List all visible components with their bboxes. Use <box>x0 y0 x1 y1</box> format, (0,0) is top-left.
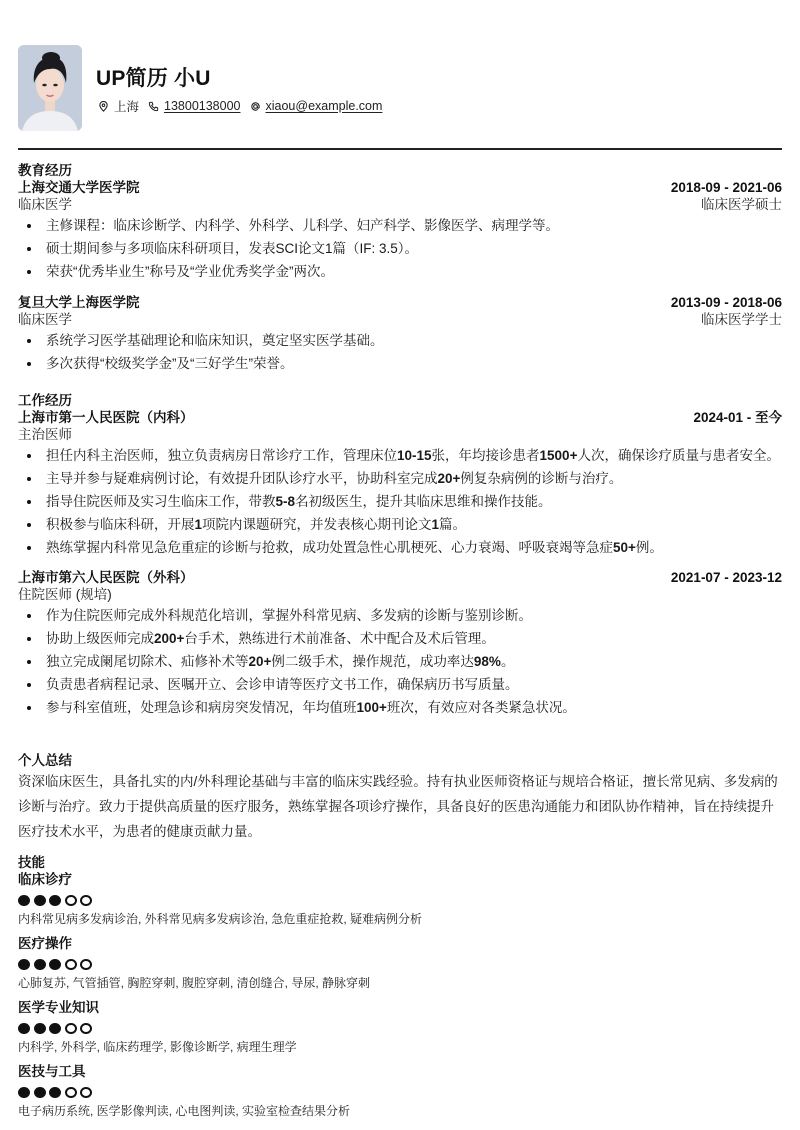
phone-link[interactable]: 13800138000 <box>164 99 241 113</box>
employer-name: 上海市第六人民医院（外科） <box>18 569 194 585</box>
filled-dot-icon <box>18 1023 30 1034</box>
skill-item <box>18 871 782 927</box>
skills-section <box>18 854 782 1119</box>
education-bullets <box>18 217 782 281</box>
summary-text: 资深临床医生，具备扎实的内/外科理论基础与丰富的临床实践经验。持有执业医师资格证与规培合格证，擅长常见病、多发病的诊断与治疗。致力于提供高质量的医疗服务，熟练掌握各项诊疗操作，具备良好的医患沟通能力和团队协作精神，旨在持续提升医疗技术水平，为患者的健康贡献力量。 <box>18 774 778 839</box>
filled-dot-icon <box>18 1087 30 1098</box>
skill-level-rating <box>18 959 782 970</box>
section-title-education: 教育经历 <box>18 163 72 178</box>
degree: 临床医学学士 <box>701 311 782 327</box>
work-entry <box>18 569 782 717</box>
filled-dot-icon <box>34 895 46 906</box>
empty-dot-icon <box>80 959 92 970</box>
skill-keywords: 内科学, 外科学, 临床药理学, 影像诊断学, 病理生理学 <box>18 1040 297 1054</box>
filled-dot-icon <box>49 895 61 906</box>
section-title-work: 工作经历 <box>18 393 72 408</box>
resume-header <box>18 0 782 150</box>
contact-phone <box>148 99 240 113</box>
empty-dot-icon <box>80 1087 92 1098</box>
header-divider <box>18 148 782 150</box>
work-bullets <box>18 447 782 557</box>
work-bullets <box>18 607 782 717</box>
list-item: 多次获得“校级奖学金”及“三好学生”荣誉。 <box>18 355 782 373</box>
job-title: 主治医师 <box>18 427 72 442</box>
filled-dot-icon <box>34 1087 46 1098</box>
skill-item <box>18 935 782 991</box>
empty-dot-icon <box>65 959 77 970</box>
list-item: 主修课程：临床诊断学、内科学、外科学、儿科学、妇产科学、影像医学、病理学等。 <box>18 217 782 235</box>
list-item: 协助上级医师完成200+台手术，熟练进行术前准备、术中配合及术后管理。 <box>18 630 782 648</box>
skill-level-rating <box>18 1023 782 1034</box>
list-item: 积极参与临床科研，开展1项院内课题研究，并发表核心期刊论文1篇。 <box>18 516 782 534</box>
work-section <box>18 392 782 722</box>
skill-item <box>18 1063 782 1119</box>
education-bullets <box>18 332 782 373</box>
email-link[interactable]: xiaou@example.com <box>265 99 383 113</box>
major: 临床医学 <box>18 197 72 212</box>
work-date: 2021-07 - 2023-12 <box>670 569 782 585</box>
list-item: 担任内科主治医师，独立负责病房日常诊疗工作，管理床位10-15张，年均接诊患者1500+人次，确保诊疗质量与患者安全。 <box>18 447 782 465</box>
empty-dot-icon <box>80 1023 92 1034</box>
skill-item <box>18 999 782 1055</box>
list-item: 硕士期间参与多项临床科研项目，发表SCI论文1篇（IF: 3.5）。 <box>18 240 782 258</box>
filled-dot-icon <box>49 959 61 970</box>
list-item: 主导并参与疑难病例讨论，有效提升团队诊疗水平，协助科室完成20+例复杂病例的诊断与治疗。 <box>18 470 782 488</box>
portrait-icon <box>18 45 82 131</box>
section-title-skills: 技能 <box>18 855 45 870</box>
resume-page <box>18 0 782 1118</box>
employer-name: 上海市第一人民医院（内科） <box>18 410 194 425</box>
education-date: 2018-09 - 2021-06 <box>670 180 782 195</box>
contact-info <box>98 97 391 115</box>
phone-icon <box>148 101 159 112</box>
skill-keywords: 心肺复苏, 气管插管, 胸腔穿刺, 腹腔穿刺, 清创缝合, 导尿, 静脉穿刺 <box>18 976 371 990</box>
school-name: 上海交通大学医学院 <box>18 180 140 195</box>
major: 临床医学 <box>18 311 72 327</box>
skill-name: 临床诊疗 <box>18 872 72 887</box>
location-pin-icon <box>98 101 109 112</box>
skills-list <box>18 871 782 1119</box>
candidate-name: UP简历 小U <box>96 67 211 90</box>
profile-photo <box>18 45 82 131</box>
skill-keywords: 电子病历系统, 医学影像判读, 心电图判读, 实验室检查结果分析 <box>18 1104 351 1118</box>
contact-location <box>98 97 139 115</box>
filled-dot-icon <box>34 1023 46 1034</box>
work-entry <box>18 409 782 557</box>
skill-level-rating <box>18 1087 782 1098</box>
job-title: 住院医师 (规培) <box>18 586 112 602</box>
filled-dot-icon <box>18 959 30 970</box>
degree: 临床医学硕士 <box>701 197 782 212</box>
filled-dot-icon <box>49 1023 61 1034</box>
education-entry <box>18 179 782 281</box>
skill-keywords: 内科常见病多发病诊治, 外科常见病多发病诊治, 急危重症抢救, 疑难病例分析 <box>18 912 423 926</box>
summary-section <box>18 752 782 844</box>
filled-dot-icon <box>18 895 30 906</box>
at-sign-icon <box>250 101 261 112</box>
education-section <box>18 162 782 378</box>
contact-email <box>250 99 383 113</box>
list-item: 指导住院医师及实习生临床工作，带教5-8名初级医生，提升其临床思维和操作技能。 <box>18 493 782 511</box>
education-entry <box>18 294 782 373</box>
empty-dot-icon <box>65 1023 77 1034</box>
filled-dot-icon <box>49 1087 61 1098</box>
list-item: 作为住院医师完成外科规范化培训，掌握外科常见病、多发病的诊断与鉴别诊断。 <box>18 607 782 625</box>
skill-name: 医学专业知识 <box>18 1000 99 1015</box>
empty-dot-icon <box>80 895 92 906</box>
school-name: 复旦大学上海医学院 <box>18 294 140 310</box>
work-date: 2024-01 - 至今 <box>693 410 782 425</box>
empty-dot-icon <box>65 1087 77 1098</box>
skill-name: 医疗操作 <box>18 936 72 951</box>
list-item: 参与科室值班，处理急诊和病房突发情况，年均值班100+班次，有效应对各类紧急状况。 <box>18 699 782 717</box>
location-text: 上海 <box>114 100 140 114</box>
skill-level-rating <box>18 895 782 906</box>
list-item: 熟练掌握内科常见急危重症的诊断与抢救，成功处置急性心肌梗死、心力衰竭、呼吸衰竭等急症50+例。 <box>18 539 782 557</box>
skill-name: 医技与工具 <box>18 1064 86 1079</box>
empty-dot-icon <box>65 895 77 906</box>
list-item: 负责患者病程记录、医嘱开立、会诊申请等医疗文书工作，确保病历书写质量。 <box>18 676 782 694</box>
education-date: 2013-09 - 2018-06 <box>670 294 782 310</box>
list-item: 独立完成阑尾切除术、疝修补术等20+例二级手术，操作规范，成功率达98%。 <box>18 653 782 671</box>
list-item: 荣获“优秀毕业生”称号及“学业优秀奖学金”两次。 <box>18 263 782 281</box>
section-title-summary: 个人总结 <box>18 753 72 768</box>
list-item: 系统学习医学基础理论和临床知识，奠定坚实医学基础。 <box>18 332 782 350</box>
filled-dot-icon <box>34 959 46 970</box>
